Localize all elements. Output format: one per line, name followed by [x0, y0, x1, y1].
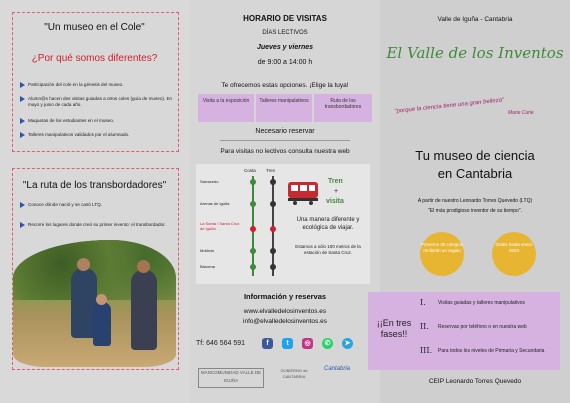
map-col-tren: Tren: [266, 168, 276, 173]
arrow-icon: [20, 118, 25, 124]
stop-dot: [270, 248, 276, 254]
person-child: [93, 302, 111, 346]
bullet-text: Talleres manipulativos validados por el alumnado.: [28, 132, 130, 137]
fase-text: Para todos los niveles de Primaria y Secundaria: [438, 348, 545, 354]
quote-author: Marie Curie: [508, 110, 534, 116]
option-talleres: Talleres manipulativos: [256, 94, 312, 122]
person-child-head: [96, 294, 107, 305]
fase-num: III.: [420, 346, 433, 355]
whatsapp-icon[interactable]: ✆: [322, 338, 333, 349]
map-col-costa: Costa: [244, 168, 256, 173]
bullet-text: Alumn@s hacen des visitas guiadas a otros coles (guía de museo). En mayo y junio de cada año.: [28, 96, 173, 107]
brand-title: El Valle de los Inventos: [386, 44, 564, 62]
partir-text: A partir de nuestro Leonardo Torres Quevedo (LTQ): [417, 198, 533, 204]
location-text: Valle de Iguña - Cantabria: [437, 16, 513, 23]
jueves-text: Jueves y viernes: [256, 44, 314, 51]
fases-box: [368, 292, 560, 370]
middle-panel: [190, 0, 380, 403]
reservar-text: Necesario reservar: [255, 128, 315, 135]
arrow-icon: [20, 222, 25, 228]
cantabria-logo: Cantabria: [324, 366, 351, 372]
bullet-text: Participación del cole en la génesis del museo.: [28, 82, 124, 87]
bullet-text: Recorre los lugares donde creó su primer invento: el transbordador.: [28, 222, 166, 227]
fase-text: Visitas guiadas y talleres manipulativos: [438, 300, 525, 306]
facebook-icon[interactable]: f: [262, 338, 273, 349]
twitter-icon[interactable]: t: [282, 338, 293, 349]
right-panel: [376, 0, 570, 403]
train-icon: [286, 176, 322, 206]
horario-title: HORARIO DE VISITAS: [243, 14, 327, 23]
person-woman: [131, 270, 157, 350]
fase-text: Reservas por teléfono o en nuestra web: [438, 324, 527, 330]
gobierno-logo: GOBIERNO de CANTABRIA: [280, 368, 308, 379]
stop-dot: [270, 179, 276, 185]
info-title: Información y reservas: [243, 292, 327, 301]
person-woman-head: [137, 260, 150, 273]
ruta-title: "La ruta de los transbordadores": [22, 180, 167, 191]
stop-dot: [270, 201, 276, 207]
phone-text: Tf: 646 564 591: [196, 340, 246, 347]
quote-text: "porque la ciencia tiene una gran belleza": [394, 97, 505, 115]
ruta-bullet: [28, 202, 176, 208]
arrow-icon: [20, 132, 25, 138]
fase-num: II.: [420, 322, 429, 331]
tren-label: Tren: [328, 178, 343, 185]
manera-text: Una manera diferente y ecológica de viajar.: [296, 217, 360, 231]
badge-regalo: Primeros 30 colegios recibirán un regalo: [420, 232, 464, 276]
cole-bullet: [28, 132, 176, 138]
cole-bullet: [28, 118, 176, 124]
avio-text: "El más prodigioso inventor de su tiempo".: [428, 208, 522, 214]
stop-label: Sarracedo: [200, 179, 219, 184]
museo-title-1: Tu museo de ciencia: [415, 148, 535, 163]
train-map: [196, 164, 370, 284]
museo-title-2: en Cantabria: [437, 166, 513, 181]
stop-dot: [270, 264, 276, 270]
stop-label: Molledo: [200, 248, 215, 253]
bullet-text: Maquetas de los estudiantes en el museo.: [28, 118, 115, 123]
cole-bullet: [28, 96, 176, 107]
instagram-icon[interactable]: ◎: [302, 338, 313, 349]
cole-subtitle: ¿Por qué somos diferentes?: [31, 53, 158, 64]
bullet-text: Conoce dónde nació y se casó LTQ.: [28, 202, 102, 207]
left-panel: [0, 0, 190, 403]
cole-bullet: [28, 82, 176, 88]
stop-dot: [250, 201, 256, 207]
no-lectivos-text: Para visitas no lectivos consulta nuestra web: [220, 148, 350, 155]
arrow-icon: [20, 82, 25, 88]
family-hiking-photo: [13, 240, 176, 367]
cole-title: "Un museo en el Cole": [44, 22, 145, 33]
web-link[interactable]: www.elvalledelosinventos.es: [243, 308, 327, 315]
badge-gratis: Gratis hasta enero 2023: [492, 232, 536, 276]
stop-dot: [250, 248, 256, 254]
stop-dot: [250, 179, 256, 185]
person-man-head: [77, 258, 90, 271]
stop-dot: [250, 264, 256, 270]
fase-num: I.: [420, 298, 426, 307]
divider: [220, 140, 350, 141]
dias-lectivos: DÍAS LECTIVOS: [262, 30, 308, 36]
email-link[interactable]: info@elvalledelosinventos.es: [243, 318, 327, 325]
telegram-icon[interactable]: ➤: [342, 338, 353, 349]
mancomunidad-logo: MANCOMUNIDAD VALLE DE IGUÑA: [198, 368, 264, 388]
tres-fases: ¡¡En tres fases!!: [376, 318, 412, 339]
stop-dot-highlight: [270, 226, 276, 232]
option-visita: Visita a la exposición: [198, 94, 254, 122]
arrow-icon: [20, 202, 25, 208]
hora-text: de 9:00 a 14:00 h: [257, 59, 313, 66]
ofrecemos-text: Te ofrecemos estas opciones. ¡Elige la tuya!: [221, 82, 349, 89]
visita-label: visita: [326, 198, 344, 205]
ruta-bullet: [28, 222, 176, 228]
stop-label: La Santa / Santa Cruz de Iguña: [200, 221, 240, 231]
stop-dot-highlight: [250, 226, 256, 232]
arrow-icon: [20, 96, 25, 102]
option-ruta: Ruta de los transbordadores: [314, 94, 372, 122]
stop-label: Arenas de Iguña: [200, 201, 230, 206]
estamos-text: Estamos a sólo 100 metros de la estación de Santa Cruz.: [295, 244, 361, 255]
plus-sign: +: [334, 188, 339, 195]
stop-label: Bárcena: [200, 264, 215, 269]
ceip-text: CEIP Leonardo Torres Quevedo: [428, 378, 522, 385]
